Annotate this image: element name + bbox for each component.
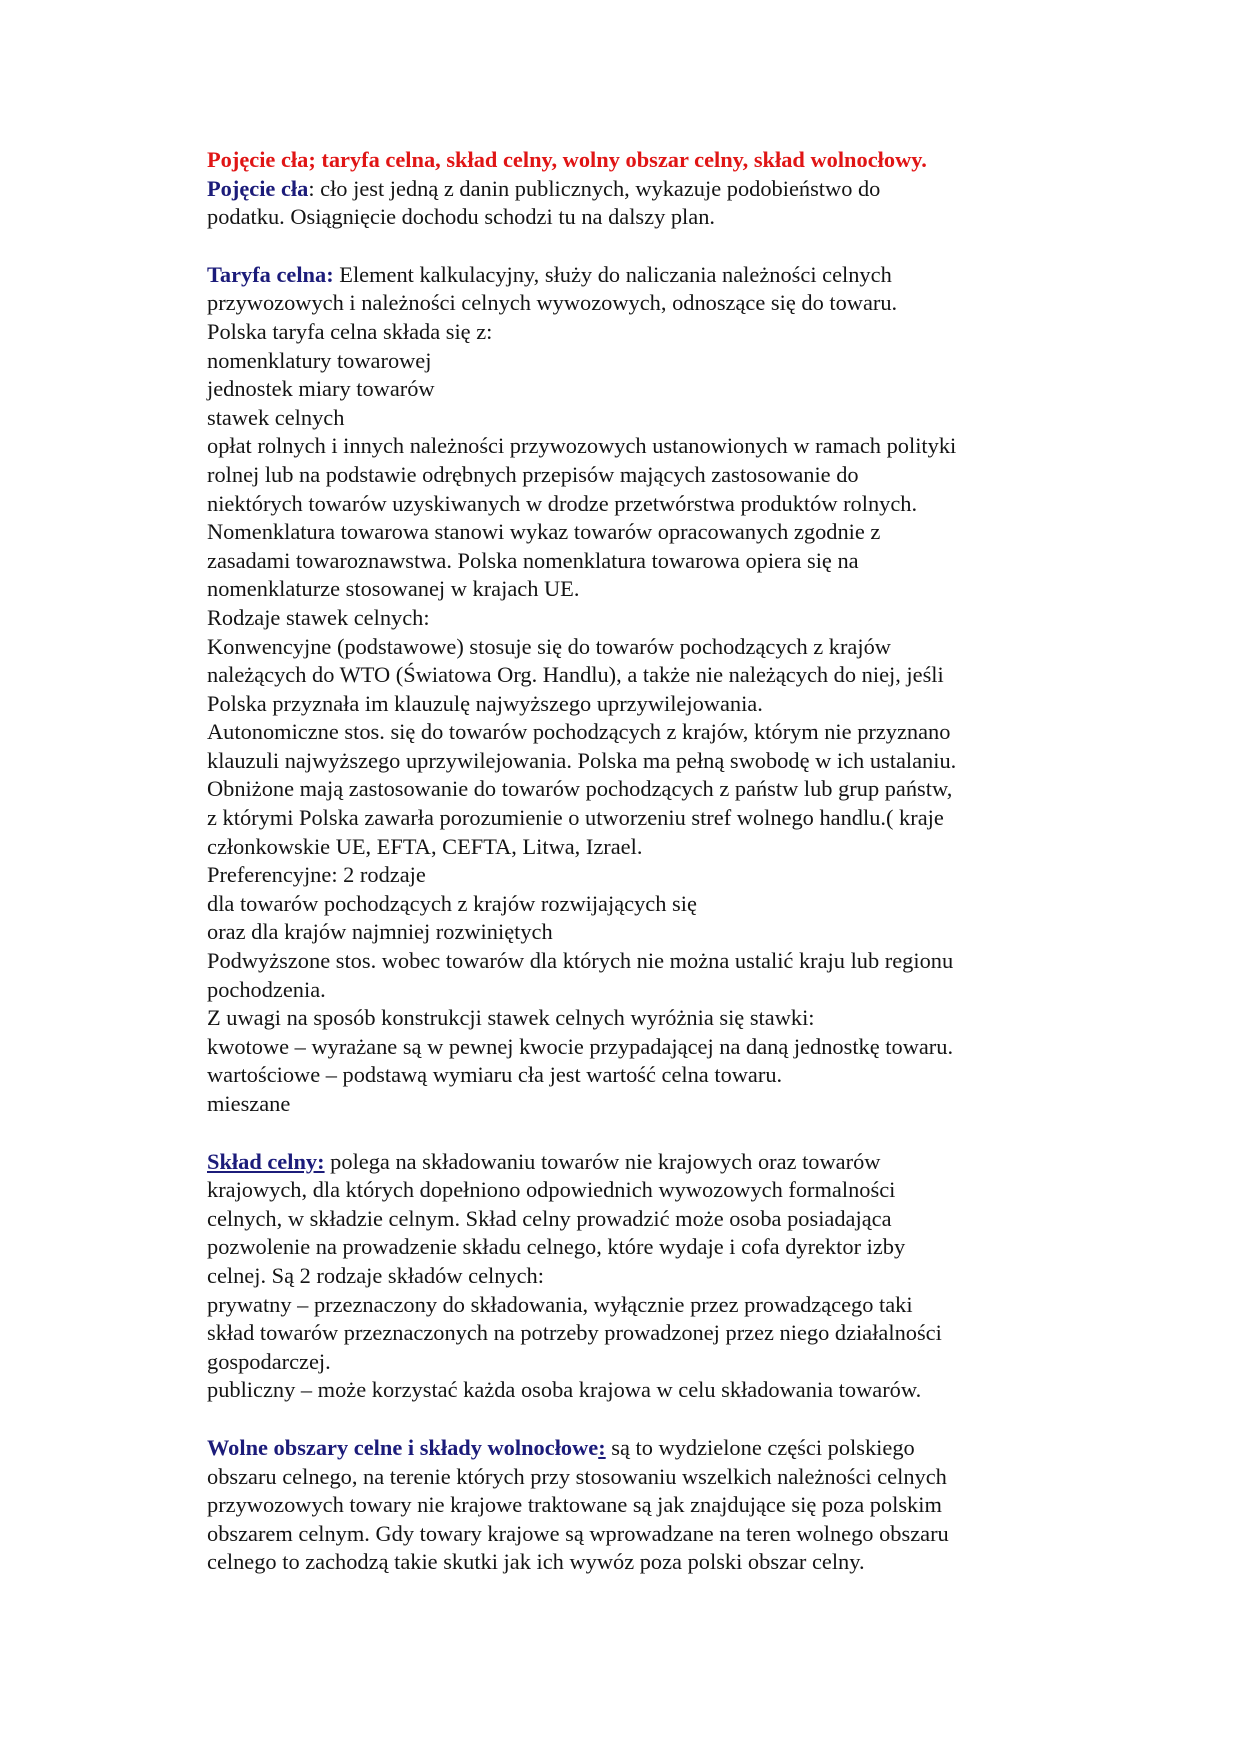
list-item: oraz dla krajów najmniej rozwiniętych xyxy=(207,919,553,945)
paragraph-line: przywozowych i należności celnych wywozowych, odnoszące się do towaru. xyxy=(207,290,898,316)
list-item: dla towarów pochodzących z krajów rozwijających się xyxy=(207,890,697,916)
document-page xyxy=(207,146,1077,1577)
paragraph-line: niektórych towarów uzyskiwanych w drodze przetwórstwa produktów rolnych. xyxy=(207,490,918,516)
paragraph-line: Konwencyjne (podstawowe) stosuje się do towarów pochodzących z krajów xyxy=(207,633,891,659)
document-title: Pojęcie cła; taryfa celna, skład celny, wolny obszar celny, skład wolnocłowy. xyxy=(207,147,927,172)
paragraph-line: zasadami towaroznawstwa. Polska nomenklatura towarowa opiera się na xyxy=(207,547,859,573)
list-item: publiczny – może korzystać każda osoba krajowa w celu składowania towarów. xyxy=(207,1377,922,1403)
paragraph-line: Obniżone mają zastosowanie do towarów pochodzących z państw lub grup państw, xyxy=(207,776,953,802)
section-sklad-celny-line-1 xyxy=(207,1148,1077,1177)
paragraph-line: członkowskie UE, EFTA, CEFTA, Litwa, Izrael. xyxy=(207,833,643,859)
paragraph-line: z którymi Polska zawarła porozumienie o utworzeniu stref wolnego handlu.( kraje xyxy=(207,805,944,831)
paragraph-line: przywozowych towary nie krajowe traktowane są jak znajdujące się poza polskim xyxy=(207,1492,942,1518)
paragraph-line: krajowych, dla których dopełniono odpowiednich wywozowych formalności xyxy=(207,1177,896,1203)
section-text: Element kalkulacyjny, służy do naliczania należności celnych xyxy=(333,261,892,287)
paragraph-line: gospodarczej. xyxy=(207,1348,331,1374)
section-text: są to wydzielone części polskiego xyxy=(605,1434,915,1460)
paragraph-line: należących do WTO (Światowa Org. Handlu), a także nie należących do niej, jeśli xyxy=(207,662,944,688)
paragraph-line: rolnej lub na podstawie odrębnych przepisów mających zastosowanie do xyxy=(207,461,859,487)
paragraph-gap xyxy=(207,1119,1077,1148)
list-item: stawek celnych xyxy=(207,404,345,430)
section-pojecie-cla-line-1 xyxy=(207,175,1077,204)
list-item: prywatny – przeznaczony do składowania, wyłącznie przez prowadzącego taki xyxy=(207,1291,913,1317)
section-label-taryfa-celna: Taryfa celna: xyxy=(207,261,334,287)
list-item: mieszane xyxy=(207,1091,291,1116)
paragraph-line: Polska przyznała im klauzulę najwyższego uprzywilejowania. xyxy=(207,690,763,716)
list-item: wartościowe – podstawą wymiaru cła jest wartość celna towaru. xyxy=(207,1062,783,1088)
section-taryfa-celna-line-1 xyxy=(207,261,1077,290)
paragraph-line: nomenklaturze stosowanej w krajach UE. xyxy=(207,576,580,602)
section-label-sklad-celny: Skład celny: xyxy=(207,1148,325,1174)
paragraph-line: Nomenklatura towarowa stanowi wykaz towarów opracowanych zgodnie z xyxy=(207,519,881,545)
paragraph-gap xyxy=(207,232,1077,261)
paragraph-line: skład towarów przeznaczonych na potrzeby prowadzonej przez niego działalności xyxy=(207,1320,942,1346)
paragraph-line: Autonomiczne stos. się do towarów pochodzących z krajów, którym nie przyznano xyxy=(207,719,951,745)
section-text: polega na składowaniu towarów nie krajowych oraz towarów xyxy=(324,1148,881,1174)
paragraph-line: celnych, w składzie celnym. Skład celny prowadzić może osoba posiadająca xyxy=(207,1205,892,1231)
paragraph-line: Podwyższone stos. wobec towarów dla których nie można ustalić kraju lub regionu xyxy=(207,948,954,974)
paragraph-line: Polska taryfa celna składa się z: xyxy=(207,318,493,344)
section-label-pojecie-cla: Pojęcie cła xyxy=(207,175,309,201)
paragraph-line: obszaru celnego, na terenie których przy stosowaniu wszelkich należności celnych xyxy=(207,1463,947,1489)
list-item: opłat rolnych i innych należności przywozowych ustanowionych w ramach polityki xyxy=(207,433,957,459)
paragraph-line: Z uwagi na sposób konstrukcji stawek celnych wyróżnia się stawki: xyxy=(207,1005,815,1031)
list-item: kwotowe – wyrażane są w pewnej kwocie przypadającej na daną jednostkę towaru. xyxy=(207,1033,954,1059)
section-wolne-obszary-line-1 xyxy=(207,1434,1077,1463)
paragraph-line: pochodzenia. xyxy=(207,976,326,1002)
paragraph-line: celnej. Są 2 rodzaje składów celnych: xyxy=(207,1262,544,1288)
subheading: Rodzaje stawek celnych: xyxy=(207,604,430,630)
paragraph-line: celnego to zachodzą takie skutki jak ich wywóz poza polski obszar celny. xyxy=(207,1549,865,1575)
list-item: jednostek miary towarów xyxy=(207,376,435,402)
section-label-wolne-obszary: Wolne obszary celne i składy wolnocłowe xyxy=(207,1434,599,1460)
list-item: nomenklatury towarowej xyxy=(207,347,432,373)
paragraph-line: klauzuli najwyższego uprzywilejowania. Polska ma pełną swobodę w ich ustalaniu. xyxy=(207,747,957,773)
section-label-colon: : xyxy=(598,1434,606,1460)
paragraph-line: podatku. Osiągnięcie dochodu schodzi tu na dalszy plan. xyxy=(207,204,716,230)
paragraph-line: pozwolenie na prowadzenie składu celnego, które wydaje i cofa dyrektor izby xyxy=(207,1234,906,1260)
section-text: : cło jest jedną z danin publicznych, wykazuje podobieństwo do xyxy=(308,175,881,201)
paragraph-gap xyxy=(207,1405,1077,1434)
paragraph-line: Preferencyjne: 2 rodzaje xyxy=(207,862,426,888)
paragraph-line: obszarem celnym. Gdy towary krajowe są wprowadzane na teren wolnego obszaru xyxy=(207,1520,949,1546)
